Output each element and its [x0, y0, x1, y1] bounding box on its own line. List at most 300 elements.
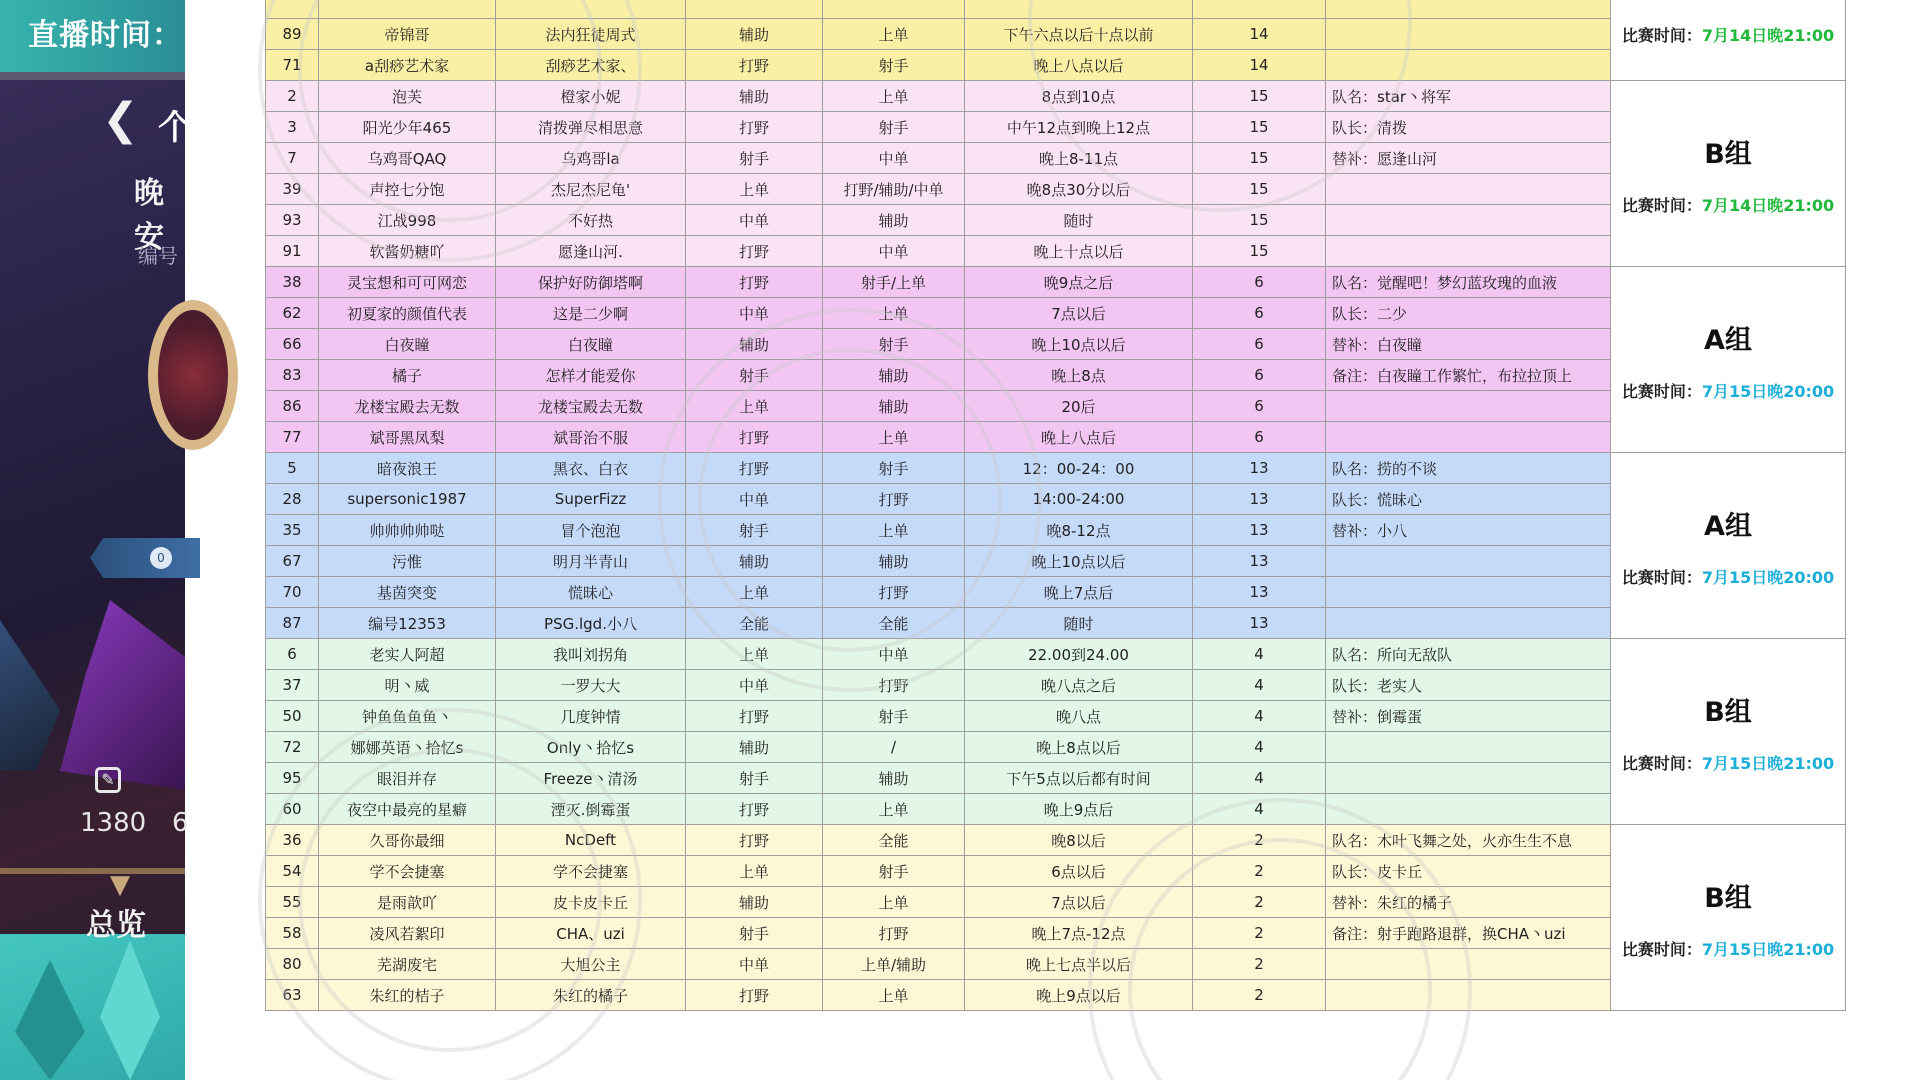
table-row [266, 453, 1846, 484]
cell-position-main[interactable]: 辅助 [686, 887, 823, 918]
cell-game-id[interactable]: 杰尼杰尼龟' [496, 174, 686, 205]
cell-name[interactable]: 帝锦哥 [319, 19, 496, 50]
cell-available-time[interactable]: 随时 [965, 205, 1193, 236]
table-row [266, 174, 1846, 205]
cell-id[interactable]: 83 [266, 360, 319, 391]
cell-team-note[interactable]: 替补：愿逢山河 [1326, 143, 1611, 174]
cell-name[interactable]: 凌风若絮印 [319, 918, 496, 949]
cell-position-alt[interactable]: 全能 [823, 825, 965, 856]
cell-id[interactable]: 50 [266, 701, 319, 732]
cell-team-note[interactable] [1326, 980, 1611, 1011]
cell-team-number[interactable]: 2 [1193, 825, 1326, 856]
cell-position-main[interactable]: 射手 [686, 515, 823, 546]
cell-name[interactable]: 泡芙 [319, 81, 496, 112]
cell-team-number[interactable]: 4 [1193, 670, 1326, 701]
cell-team-number[interactable]: 4 [1193, 794, 1326, 825]
cell-name[interactable]: 娜娜英语丶拾忆s [319, 732, 496, 763]
cell-game-id[interactable]: 一罗大大 [496, 670, 686, 701]
cell-position-main[interactable]: 射手 [686, 763, 823, 794]
cell-position-main[interactable]: 中单 [686, 298, 823, 329]
cell-game-id[interactable]: 清拨弹尽相思意 [496, 112, 686, 143]
cell-team-note[interactable] [1326, 422, 1611, 453]
cell-team-number[interactable]: 15 [1193, 205, 1326, 236]
cell-name[interactable]: 芜湖废宅 [319, 949, 496, 980]
cell-game-id[interactable]: NcDeft [496, 825, 686, 856]
cell-position-alt[interactable]: / [823, 732, 965, 763]
profile-stat-value: 1380 [80, 808, 147, 838]
cell-id[interactable]: 89 [266, 19, 319, 50]
cell-team-number[interactable]: 4 [1193, 763, 1326, 794]
cell-available-time[interactable]: 下午六点以后十点以前 [965, 19, 1193, 50]
cell-position-alt[interactable]: 中单 [823, 236, 965, 267]
cell-id[interactable]: 54 [266, 856, 319, 887]
cell-team-note[interactable]: 队长：二少 [1326, 298, 1611, 329]
cell-id[interactable]: 5 [266, 453, 319, 484]
cell-available-time[interactable]: 晚上8点以后 [965, 732, 1193, 763]
cell-available-time[interactable]: 晚上9点后 [965, 794, 1193, 825]
cell-game-id[interactable]: SuperFizz [496, 484, 686, 515]
cell-team-number[interactable]: 6 [1193, 391, 1326, 422]
cell-name[interactable]: 白夜瞳 [319, 329, 496, 360]
cell-team-note[interactable]: 替补：朱红的橘子 [1326, 887, 1611, 918]
cell-name[interactable]: 钟鱼鱼鱼鱼丶 [319, 701, 496, 732]
cell-team-note[interactable]: 队长：老实人 [1326, 670, 1611, 701]
cell-name[interactable]: 声控七分饱 [319, 174, 496, 205]
cell-id[interactable]: 63 [266, 980, 319, 1011]
cell-position-main[interactable]: 中单 [686, 670, 823, 701]
cell-team-number[interactable]: 6 [1193, 267, 1326, 298]
cell-available-time[interactable]: 14:00-24:00 [965, 484, 1193, 515]
cell-id[interactable]: 86 [266, 391, 319, 422]
cell-team-number[interactable]: 4 [1193, 639, 1326, 670]
cell-position-alt[interactable]: 上单 [823, 794, 965, 825]
cell-available-time[interactable]: 12：00-24：00 [965, 453, 1193, 484]
cell-name[interactable]: 龙楼宝殿去无数 [319, 391, 496, 422]
cell-name[interactable]: 编号12353 [319, 608, 496, 639]
cell-available-time[interactable]: 7点以后 [965, 887, 1193, 918]
cell-team-number[interactable]: 13 [1193, 515, 1326, 546]
cell-team-number[interactable]: 15 [1193, 174, 1326, 205]
overview-tab[interactable]: 总览 [86, 908, 146, 943]
match-time-value: 7月15日晚21:00 [1701, 939, 1835, 959]
cell-name[interactable]: 帅帅帅帅哒 [319, 515, 496, 546]
cell-team-number[interactable]: 4 [1193, 732, 1326, 763]
cell-team-number[interactable]: 6 [1193, 422, 1326, 453]
cell-position-alt[interactable]: 上单 [823, 980, 965, 1011]
cell-team-note[interactable] [1326, 732, 1611, 763]
cell-name[interactable]: 灵宝想和可可网恋 [319, 267, 496, 298]
cell-id[interactable]: 72 [266, 732, 319, 763]
cell-position-alt[interactable]: 中单 [823, 143, 965, 174]
cell-team-number[interactable]: 6 [1193, 298, 1326, 329]
cell-id[interactable]: 38 [266, 267, 319, 298]
cell-id[interactable]: 66 [266, 329, 319, 360]
cell-available-time[interactable]: 随时 [965, 608, 1193, 639]
cell-game-id[interactable]: CHA、uzi [496, 918, 686, 949]
cell-name[interactable]: 眼泪并存 [319, 763, 496, 794]
cell-name[interactable] [319, 0, 496, 19]
cell-available-time[interactable]: 22.00到24.00 [965, 639, 1193, 670]
cell-game-id[interactable]: 学不会捷塞 [496, 856, 686, 887]
cell-available-time[interactable]: 晚上七点半以后 [965, 949, 1193, 980]
cell-name[interactable]: 学不会捷塞 [319, 856, 496, 887]
cell-team-note[interactable]: 队名：木叶飞舞之处，火亦生生不息 [1326, 825, 1611, 856]
cell-position-alt[interactable]: 上单 [823, 19, 965, 50]
cell-position-alt[interactable]: 辅助 [823, 205, 965, 236]
cell-position-main[interactable]: 打野 [686, 453, 823, 484]
cell-position-main[interactable]: 打野 [686, 267, 823, 298]
cell-name[interactable]: 斌哥黑凤梨 [319, 422, 496, 453]
cell-position-alt[interactable]: 上单/辅助 [823, 949, 965, 980]
cell-position-alt[interactable] [823, 0, 965, 19]
cell-position-alt[interactable]: 辅助 [823, 546, 965, 577]
cell-team-note[interactable]: 队名：捞的不谈 [1326, 453, 1611, 484]
back-arrow-icon[interactable]: ❮ [102, 94, 139, 145]
cell-name[interactable]: 软酱奶糖吖 [319, 236, 496, 267]
match-time [1611, 379, 1845, 402]
cell-position-alt[interactable]: 中单 [823, 639, 965, 670]
cell-id[interactable]: 55 [266, 887, 319, 918]
cell-game-id[interactable]: 白夜瞳 [496, 329, 686, 360]
match-time-label: 比赛时间： [1621, 939, 1702, 959]
cell-team-number[interactable]: 4 [1193, 701, 1326, 732]
cell-position-main[interactable]: 辅助 [686, 546, 823, 577]
cell-game-id[interactable]: 龙楼宝殿去无数 [496, 391, 686, 422]
cell-game-id[interactable]: 橙家小妮 [496, 81, 686, 112]
match-time-value: 7月15日晚20:00 [1701, 567, 1835, 587]
group-info-cell[interactable] [1611, 453, 1846, 639]
cell-game-id[interactable]: 斌哥治不服 [496, 422, 686, 453]
cell-position-main[interactable]: 打野 [686, 980, 823, 1011]
cell-team-number[interactable]: 13 [1193, 546, 1326, 577]
group-name: A组 [1704, 510, 1752, 542]
cell-position-main[interactable]: 上单 [686, 174, 823, 205]
cell-position-alt[interactable]: 打野 [823, 484, 965, 515]
cell-available-time[interactable]: 晚八点之后 [965, 670, 1193, 701]
cell-id[interactable]: 71 [266, 50, 319, 81]
cell-position-main[interactable]: 射手 [686, 143, 823, 174]
cell-position-alt[interactable]: 辅助 [823, 360, 965, 391]
cell-team-note[interactable]: 备注：白夜瞳工作繁忙，布拉拉顶上 [1326, 360, 1611, 391]
cell-game-id[interactable]: 皮卡皮卡丘 [496, 887, 686, 918]
cell-id[interactable] [266, 0, 319, 19]
cell-id[interactable]: 80 [266, 949, 319, 980]
cell-id[interactable]: 58 [266, 918, 319, 949]
cell-game-id[interactable]: Only丶拾忆s [496, 732, 686, 763]
cell-name[interactable]: 阳光少年465 [319, 112, 496, 143]
cell-team-note[interactable] [1326, 19, 1611, 50]
cell-game-id[interactable]: 乌鸡哥la [496, 143, 686, 174]
cell-name[interactable]: 老实人阿超 [319, 639, 496, 670]
cell-team-number[interactable]: 13 [1193, 484, 1326, 515]
group-info-cell[interactable] [1611, 0, 1846, 81]
cell-available-time[interactable]: 晚上9点以后 [965, 980, 1193, 1011]
match-time-value: 7月14日晚21:00 [1701, 25, 1835, 45]
cell-team-note[interactable]: 队长：清拨 [1326, 112, 1611, 143]
cell-available-time[interactable]: 晚八点 [965, 701, 1193, 732]
cell-team-number[interactable]: 15 [1193, 143, 1326, 174]
cell-team-number[interactable]: 13 [1193, 453, 1326, 484]
cell-id[interactable]: 91 [266, 236, 319, 267]
cell-game-id[interactable]: 不好热 [496, 205, 686, 236]
cell-team-number[interactable] [1193, 0, 1326, 19]
cell-available-time[interactable]: 20后 [965, 391, 1193, 422]
cell-team-note[interactable] [1326, 236, 1611, 267]
cell-game-id[interactable]: 大旭公主 [496, 949, 686, 980]
cell-team-number[interactable]: 13 [1193, 577, 1326, 608]
cell-available-time[interactable]: 晚9点之后 [965, 267, 1193, 298]
cell-position-alt[interactable]: 打野 [823, 577, 965, 608]
group-info-cell[interactable] [1611, 81, 1846, 267]
cell-available-time[interactable]: 晚上7点后 [965, 577, 1193, 608]
cell-available-time[interactable]: 下午5点以后都有时间 [965, 763, 1193, 794]
cell-game-id[interactable]: 朱红的橘子 [496, 980, 686, 1011]
cell-team-note[interactable] [1326, 0, 1611, 19]
cell-team-note[interactable] [1326, 577, 1611, 608]
cell-team-note[interactable]: 队名：觉醒吧！梦幻蓝玫瑰的血液 [1326, 267, 1611, 298]
cell-position-alt[interactable]: 射手 [823, 856, 965, 887]
cell-name[interactable]: 乌鸡哥QAQ [319, 143, 496, 174]
cell-available-time[interactable] [965, 0, 1193, 19]
cell-position-alt[interactable]: 上单 [823, 298, 965, 329]
table-row [266, 670, 1846, 701]
cell-id[interactable]: 39 [266, 174, 319, 205]
cell-position-alt[interactable]: 上单 [823, 422, 965, 453]
cell-name[interactable]: 基茵突变 [319, 577, 496, 608]
cell-position-main[interactable]: 辅助 [686, 81, 823, 112]
cell-team-number[interactable]: 2 [1193, 949, 1326, 980]
cell-position-main[interactable]: 辅助 [686, 19, 823, 50]
cell-available-time[interactable]: 晚上7点-12点 [965, 918, 1193, 949]
cell-position-alt[interactable]: 打野/辅助/中单 [823, 174, 965, 205]
cell-available-time[interactable]: 中午12点到晚上12点 [965, 112, 1193, 143]
cell-id[interactable]: 28 [266, 484, 319, 515]
cell-position-main[interactable]: 打野 [686, 50, 823, 81]
cell-game-id[interactable]: 冒个泡泡 [496, 515, 686, 546]
cell-game-id[interactable]: 慌昧心 [496, 577, 686, 608]
cell-team-number[interactable]: 2 [1193, 856, 1326, 887]
cell-position-main[interactable]: 打野 [686, 701, 823, 732]
cell-id[interactable]: 95 [266, 763, 319, 794]
cell-position-main[interactable]: 打野 [686, 422, 823, 453]
cell-id[interactable]: 6 [266, 639, 319, 670]
cell-game-id[interactable]: PSG.lgd.小八 [496, 608, 686, 639]
cell-position-main[interactable]: 中单 [686, 484, 823, 515]
cell-name[interactable]: 是雨歆吖 [319, 887, 496, 918]
cell-team-note[interactable] [1326, 391, 1611, 422]
cell-position-main[interactable]: 上单 [686, 391, 823, 422]
cell-available-time[interactable]: 8点到10点 [965, 81, 1193, 112]
cell-id[interactable]: 87 [266, 608, 319, 639]
match-time [1611, 193, 1845, 216]
cell-id[interactable]: 2 [266, 81, 319, 112]
cell-game-id[interactable]: Freeze丶清汤 [496, 763, 686, 794]
cell-position-alt[interactable]: 射手 [823, 453, 965, 484]
cell-position-alt[interactable]: 射手 [823, 329, 965, 360]
cell-game-id[interactable]: 黑衣、白衣 [496, 453, 686, 484]
cell-name[interactable]: 江战998 [319, 205, 496, 236]
cell-game-id[interactable]: 怎样才能爱你 [496, 360, 686, 391]
cell-game-id[interactable]: 保护好防御塔啊 [496, 267, 686, 298]
cell-team-number[interactable]: 14 [1193, 50, 1326, 81]
cell-position-alt[interactable]: 射手/上单 [823, 267, 965, 298]
cell-team-number[interactable]: 15 [1193, 81, 1326, 112]
cell-team-note[interactable]: 替补：倒霉蛋 [1326, 701, 1611, 732]
cell-name[interactable]: 初夏家的颜值代表 [319, 298, 496, 329]
cell-team-note[interactable] [1326, 174, 1611, 205]
cell-team-note[interactable] [1326, 50, 1611, 81]
cell-game-id[interactable]: 法内狂徒周式 [496, 19, 686, 50]
cell-id[interactable]: 70 [266, 577, 319, 608]
match-time-label: 比赛时间： [1621, 567, 1702, 587]
team-roster-sheet [265, 0, 1846, 1011]
cell-id[interactable]: 37 [266, 670, 319, 701]
table-row [266, 360, 1846, 391]
cell-position-main[interactable]: 上单 [686, 856, 823, 887]
cell-team-note[interactable]: 队长：皮卡丘 [1326, 856, 1611, 887]
cell-position-alt[interactable]: 辅助 [823, 391, 965, 422]
cell-position-main[interactable]: 射手 [686, 918, 823, 949]
cell-position-main[interactable]: 辅助 [686, 732, 823, 763]
cell-position-alt[interactable]: 全能 [823, 608, 965, 639]
cell-team-number[interactable]: 2 [1193, 980, 1326, 1011]
table-row [266, 949, 1846, 980]
cell-id[interactable]: 77 [266, 422, 319, 453]
cell-team-number[interactable]: 6 [1193, 360, 1326, 391]
cell-id[interactable]: 67 [266, 546, 319, 577]
table-row [266, 887, 1846, 918]
cell-available-time[interactable]: 晚上八点后 [965, 422, 1193, 453]
cell-team-note[interactable]: 备注：射手跑路退群，换CHA丶uzi [1326, 918, 1611, 949]
group-info-cell[interactable] [1611, 639, 1846, 825]
cell-team-number[interactable]: 6 [1193, 329, 1326, 360]
cell-position-main[interactable]: 中单 [686, 205, 823, 236]
cell-available-time[interactable]: 晚上八点以后 [965, 50, 1193, 81]
cell-position-alt[interactable]: 打野 [823, 918, 965, 949]
cell-available-time[interactable]: 晚上10点以后 [965, 329, 1193, 360]
cell-game-id[interactable]: 明月半青山 [496, 546, 686, 577]
table-row [266, 422, 1846, 453]
cell-position-alt[interactable]: 辅助 [823, 763, 965, 794]
cell-game-id[interactable] [496, 0, 686, 19]
live-time-banner: 直播时间： [0, 0, 185, 72]
cell-name[interactable]: supersonic1987 [319, 484, 496, 515]
cell-position-main[interactable]: 上单 [686, 639, 823, 670]
cell-position-main[interactable]: 打野 [686, 236, 823, 267]
cell-game-id[interactable]: 这是二少啊 [496, 298, 686, 329]
cell-available-time[interactable]: 晚8点30分以后 [965, 174, 1193, 205]
cell-id[interactable]: 7 [266, 143, 319, 174]
cell-position-main[interactable]: 全能 [686, 608, 823, 639]
cell-team-number[interactable]: 15 [1193, 112, 1326, 143]
cell-team-note[interactable] [1326, 949, 1611, 980]
cell-position-alt[interactable]: 射手 [823, 112, 965, 143]
cell-id[interactable]: 35 [266, 515, 319, 546]
cell-id[interactable]: 3 [266, 112, 319, 143]
cell-id[interactable]: 62 [266, 298, 319, 329]
profile-id-label: 编号 [138, 244, 178, 268]
cell-position-main[interactable]: 辅助 [686, 329, 823, 360]
cell-name[interactable]: 暗夜浪王 [319, 453, 496, 484]
cell-game-id[interactable]: 刮痧艺术家、 [496, 50, 686, 81]
cell-name[interactable]: 夜空中最亮的星癖 [319, 794, 496, 825]
table-row [266, 143, 1846, 174]
cell-team-number[interactable]: 15 [1193, 236, 1326, 267]
cell-id[interactable]: 36 [266, 825, 319, 856]
cell-available-time[interactable]: 7点以后 [965, 298, 1193, 329]
group-name: B组 [1704, 696, 1752, 728]
cell-team-note[interactable] [1326, 794, 1611, 825]
cell-name[interactable]: 明丶威 [319, 670, 496, 701]
table-row [266, 267, 1846, 298]
cell-position-alt[interactable]: 上单 [823, 887, 965, 918]
cell-team-number[interactable]: 2 [1193, 887, 1326, 918]
cell-name[interactable]: 朱红的桔子 [319, 980, 496, 1011]
cell-team-note[interactable] [1326, 205, 1611, 236]
cell-team-number[interactable]: 2 [1193, 918, 1326, 949]
cell-team-note[interactable]: 队名：star丶将军 [1326, 81, 1611, 112]
cell-name[interactable]: a刮痧艺术家 [319, 50, 496, 81]
cell-game-id[interactable]: 我叫刘拐角 [496, 639, 686, 670]
cell-team-number[interactable]: 13 [1193, 608, 1326, 639]
cell-position-main[interactable]: 打野 [686, 794, 823, 825]
cell-name[interactable]: 橘子 [319, 360, 496, 391]
cell-position-alt[interactable]: 打野 [823, 670, 965, 701]
cell-available-time[interactable]: 6点以后 [965, 856, 1193, 887]
cell-available-time[interactable]: 晚8以后 [965, 825, 1193, 856]
group-info-cell[interactable] [1611, 267, 1846, 453]
cell-name[interactable]: 久哥你最细 [319, 825, 496, 856]
cell-team-note[interactable]: 队长：慌昧心 [1326, 484, 1611, 515]
cell-available-time[interactable]: 晚上10点以后 [965, 546, 1193, 577]
cell-team-note[interactable] [1326, 763, 1611, 794]
cell-id[interactable]: 60 [266, 794, 319, 825]
cell-id[interactable]: 93 [266, 205, 319, 236]
cell-position-main[interactable]: 射手 [686, 360, 823, 391]
table-row [266, 639, 1846, 670]
cell-position-alt[interactable]: 射手 [823, 701, 965, 732]
cell-position-alt[interactable]: 上单 [823, 515, 965, 546]
group-info-cell[interactable] [1611, 825, 1846, 1011]
cell-available-time[interactable]: 晚上8点 [965, 360, 1193, 391]
decor-crystal-shard [0, 620, 60, 770]
match-time-value: 7月14日晚21:00 [1701, 195, 1835, 215]
cell-game-id[interactable]: 湮灭.倒霉蛋 [496, 794, 686, 825]
cell-team-note[interactable]: 队名：所向无敌队 [1326, 639, 1611, 670]
cell-position-alt[interactable]: 上单 [823, 81, 965, 112]
cell-position-main[interactable]: 打野 [686, 825, 823, 856]
edit-icon[interactable]: ✎ [95, 767, 121, 793]
cell-team-note[interactable] [1326, 608, 1611, 639]
cell-game-id[interactable]: 几度钟情 [496, 701, 686, 732]
cell-team-note[interactable] [1326, 546, 1611, 577]
cell-position-main[interactable]: 打野 [686, 112, 823, 143]
cell-game-id[interactable]: 愿逢山河. [496, 236, 686, 267]
cell-team-number[interactable]: 14 [1193, 19, 1326, 50]
match-time-label: 比赛时间： [1621, 753, 1702, 773]
cell-available-time[interactable]: 晚8-12点 [965, 515, 1193, 546]
cell-position-alt[interactable]: 射手 [823, 50, 965, 81]
cell-team-note[interactable]: 替补：小八 [1326, 515, 1611, 546]
cell-position-main[interactable]: 中单 [686, 949, 823, 980]
table-row [266, 236, 1846, 267]
cell-position-main[interactable]: 上单 [686, 577, 823, 608]
cell-available-time[interactable]: 晚上十点以后 [965, 236, 1193, 267]
cell-name[interactable]: 污惟 [319, 546, 496, 577]
cell-available-time[interactable]: 晚上8-11点 [965, 143, 1193, 174]
cell-position-main[interactable] [686, 0, 823, 19]
cell-team-note[interactable]: 替补：白夜瞳 [1326, 329, 1611, 360]
